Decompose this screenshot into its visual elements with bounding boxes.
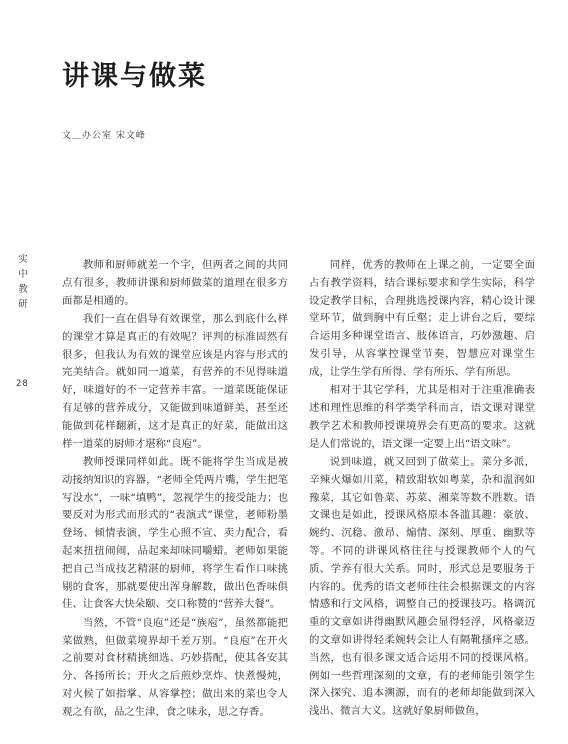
paragraph: 同样，优秀的教师在上课之前，一定要全面占有教学资料，结合课标要求和学生实际，科学设定教学目标，合理挑选授课内容，精心设计课堂环节，做到胸中有丘壑；走上讲台之后，要综合运用多种课堂语言、肢体语言，巧妙激趣、启发引导，从容掌控课堂节奏，智慧应对课堂生成，让学生学有所得、学有所乐、学有所思。 — [309, 259, 535, 378]
paragraph: 当然，不管“良庖”还是“族庖”，虽然都能把菜做熟，但做菜境界却千差万别。“良庖”在开火之前要对食材精挑细选、巧妙搭配，使其各安其分、各扬所长；开火之后煎炒烹炸、快煮慢炖，对火候了如指掌、从容掌控；做出来的菜也令人观之有欲，品之生津，食之味永，思之存香。 — [62, 616, 288, 718]
article-byline: 文＿办公室 宋文峰 — [62, 131, 146, 141]
left-column — [62, 257, 288, 722]
paragraph: 相对于其它学科，尤其是相对于注重准确表述和理性思维的科学类学科而言，语文课对课堂教学艺术和教师授课境界会有更高的要求。这就是人们常说的，语文课一定要上出“语文味”。 — [309, 384, 535, 450]
article-title: 讲课与做菜 — [62, 61, 207, 92]
paragraph: 教师和厨师就差一个字，但两者之间的共同点有很多，教师讲课和厨师做菜的道理在很多方面都是相通的。 — [62, 259, 288, 307]
paragraph: 我们一直在倡导有效课堂，那么到底什么样的课堂才算是真正的有效呢？评判的标准固然有很多，但我认为有效的课堂应该是内容与形式的完美结合。就如同一道菜，有营养的不见得味道好，味道好的不一定营养丰富。一道菜既能保证有足够的营养成分，又能做到味道鲜美，甚至还能做到花样翻新，这才是真正的好菜，能做出这样一道菜的厨师才堪称“良庖”。 — [62, 312, 288, 450]
paragraph: 教师授课同样如此。既不能将学生当成是被动接纳知识的容器，“老师全凭两片嘴，学生把笔写没水”，一味“填鸭”，忽视学生的接受能力；也要反对为形式而形式的“表演式”课堂，老师粉墨登场、倾情表演，学生心照不宣、卖力配合，看起来扭扭闹闹，品起来却味同嚼蜡。老师如果能把自己当成技艺精湛的厨师，将学生看作口味挑剔的食客，那就要使出浑身解数，做出色香味俱佳、让食客大快朵颐、交口称赞的“营养大餐”。 — [62, 455, 288, 611]
section-label: 实中教研 — [18, 254, 28, 310]
right-column — [309, 257, 535, 722]
page-number: 28 — [16, 379, 29, 389]
paragraph: 说到味道，就又回到了做菜上。菜分多派，辛辣火爆如川菜，精致甜软如粤菜，杂和温润如豫菜，其它如鲁菜、苏菜、湘菜等数不胜数。语文课也是如此，授课风格原本各滥其趣：豪放、婉约、沉稳、激昂、煽情、深刻、厚重、幽默等等。不同的讲课风格往往与授课教师个人的气质、学养有很大关系。同时，形式总是要服务于内容的。优秀的语文老师往往会根据课文的内容情感和行文风格，调整自己的授课技巧。格调沉重的文章如讲得幽默风趣会显得轻浮，风格豪迈的文章如讲得轻柔婉转会让人有隔靴搔痒之感。当然，也有很多课文适合运用不同的授课风格。例如一些哲理深刻的文章，有的老师能引领学生深入探究、追本溯源，而有的老师却能做到深入浅出、微言大义。这就好象厨师做鱼， — [309, 455, 535, 718]
